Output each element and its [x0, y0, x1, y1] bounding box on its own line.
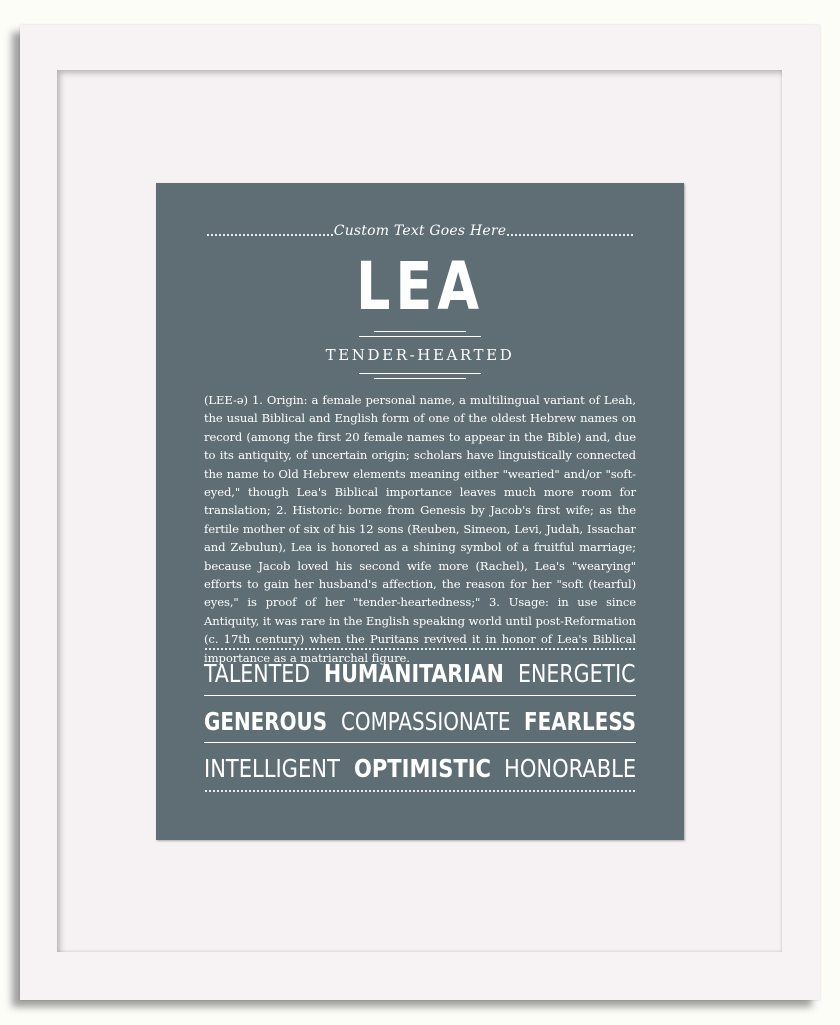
trait-word: GENEROUS — [204, 706, 328, 736]
trait-word: TALENTED — [204, 658, 311, 688]
name-rule-top — [374, 331, 466, 332]
name-rule-bottom — [359, 336, 481, 337]
trait-word: ENERGETIC — [518, 658, 636, 688]
name-meaning: TENDER-HEARTED — [325, 346, 515, 364]
trait-word: HUMANITARIAN — [324, 658, 504, 688]
meaning-rule-top — [359, 373, 481, 374]
name-art-print — [156, 183, 684, 840]
traits-dotted-divider-top — [204, 648, 636, 650]
custom-text-row — [206, 221, 634, 245]
trait-word: HONORABLE — [504, 753, 637, 783]
traits-dotted-divider-bottom — [204, 790, 636, 792]
trait-word: FEARLESS — [524, 706, 637, 736]
traits-row-1 — [204, 655, 636, 691]
trait-word: INTELLIGENT — [204, 753, 340, 783]
traits-divider-1 — [204, 695, 636, 696]
custom-text: Custom Text Goes Here — [333, 223, 507, 239]
traits-divider-2 — [204, 742, 636, 743]
traits-row-2 — [204, 703, 636, 739]
name-definition: (LEE-ə) 1. Origin: a female personal name, a multilingual variant of Leah, the usual Biblical and English form of one of the oldest Hebrew names on record (among the first 20 female names to appear in the Bible) and, due to its antiquity, of uncertain origin; scholars have linguistically connected the name to Old Hebrew elements meaning either "wearied" and/or "soft-eyed," though Lea's Biblical importance leaves much more room for translation; 2. Historic: borne from Genesis by Jacob's first wife; as the fertile mother of six of his 12 sons (Reuben, Simeon, Levi, Judah, Issachar and Zebulun), Lea is honored as a shining symbol of a fruitful marriage; because Jacob loved his second wife more (Rachel), Lea's "wearying" efforts to gain her husband's affection, the reason for her "soft (tearful) eyes," is proof of her "tender-heartedness;" 3. Usage: in use since Antiquity, it was rare in the English speaking world until post-Reformation (c. 17th century) when the Puritans revived it in honor of Lea's Biblical importance as a matriarchal figure. — [204, 393, 636, 665]
meaning-rule-bottom — [374, 378, 466, 379]
name-heading: LEA — [355, 248, 485, 325]
traits-row-3 — [204, 750, 636, 786]
trait-word: COMPASSIONATE — [341, 706, 511, 736]
dotted-divider-right — [506, 234, 634, 236]
trait-word: OPTIMISTIC — [353, 753, 491, 783]
